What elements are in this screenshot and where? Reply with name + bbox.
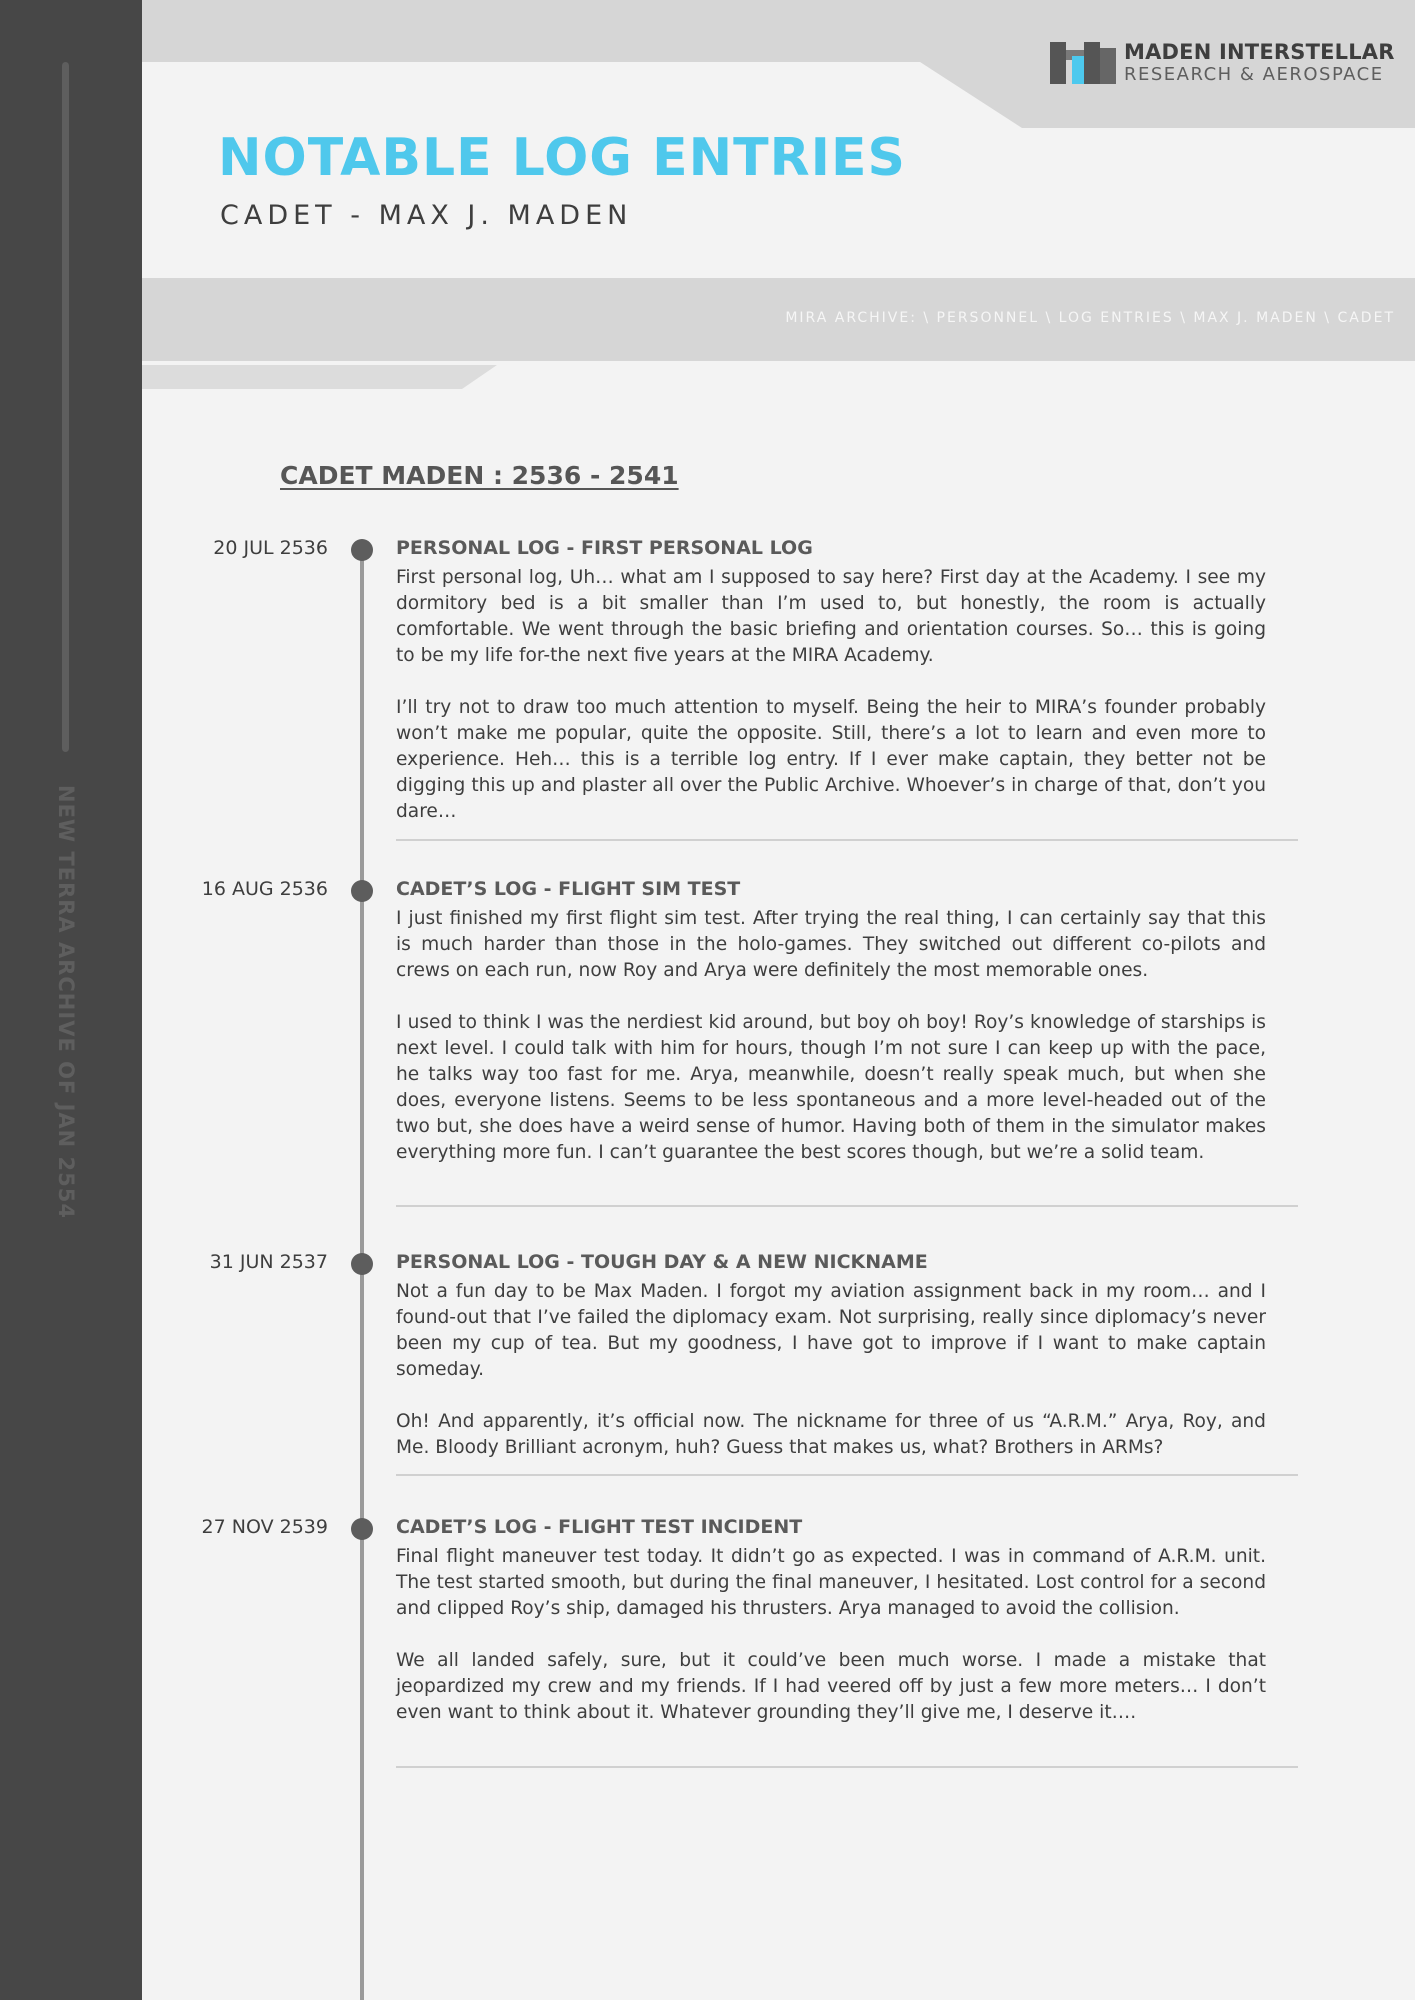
timeline-dot [351,1518,373,1540]
entry-title: CADET’S LOG - FLIGHT TEST INCIDENT [396,1516,803,1538]
entry-date: 20 JUL 2536 [213,537,328,559]
entry-paragraph: I’ll try not to draw too much attention to myself. Being the heir to MIRA’s founder probably won’t make me popular, quite the opposite. Still, there’s a lot to learn and even more to experience. Heh… this is a terrible log entry. If I ever make captain, they better not be digging this up and plaster all over the Public Archive. Whoever’s in charge of that, don’t you dare… [396,697,1266,822]
entry-paragraph: I just finished my first flight sim test. After trying the real thing, I can certainly say that this is much harder than those in the holo-games. They switched out different co-pilots and crews on each run, now Roy and Arya were definitely the most memorable ones. [396,908,1266,981]
entry-body [396,1544,1266,1726]
entry-divider [396,1766,1298,1768]
entry-title: CADET’S LOG - FLIGHT SIM TEST [396,878,741,900]
breadcrumb: MIRA ARCHIVE: \ PERSONNEL \ LOG ENTRIES \ MAX J. MADEN \ CADET [785,310,1395,326]
timeline-dot [351,1253,373,1275]
page-title: NOTABLE LOG ENTRIES [218,128,906,188]
brand-name: MADEN INTERSTELLAR [1124,40,1395,64]
entry-date: 31 JUN 2537 [209,1251,328,1273]
sidebar-rule [62,62,69,752]
brand-logo [1050,42,1395,84]
entry-date: 16 AUG 2536 [201,878,328,900]
sidebar [0,0,142,2000]
entry-paragraph: Final flight maneuver test today. It didn’t go as expected. I was in command of A.R.M. unit. The test started smooth, but during the final maneuver, I hesitated. Lost control for a second and clipped Roy’s ship, damaged his thrusters. Arya managed to avoid the collision. [396,1546,1266,1619]
entry-paragraph: Not a fun day to be Max Maden. I forgot my aviation assignment back in my room… and I found-out that I’ve failed the diplomacy exam. Not surprising, really since diplomacy’s never been my cup of tea. But my goodness, I have got to improve if I want to make captain someday. [396,1281,1266,1380]
timeline-dot [351,539,373,561]
timeline-dot [351,880,373,902]
brand-subtitle: RESEARCH & AEROSPACE [1124,64,1384,85]
entry-paragraph: Oh! And apparently, it’s official now. The nickname for three of us “A.R.M.” Arya, Roy, and Me. Bloody Brilliant acronym, huh? Guess that makes us, what? Brothers in ARMs? [396,1411,1266,1458]
sidebar-archive-label: NEW TERRA ARCHIVE OF JAN 2554 [54,785,78,1220]
entry-body [396,1279,1266,1461]
brand-mark-icon [1050,42,1116,84]
entry-body [396,906,1266,1166]
entry-divider [396,1474,1298,1476]
entry-divider [396,1205,1298,1207]
page-subtitle: CADET - MAX J. MADEN [220,200,633,231]
breadcrumb-band [142,278,1415,361]
entry-paragraph: We all landed safely, sure, but it could’ve been much worse. I made a mistake that jeopardized my crew and my friends. If I had veered off by just a few more meters… I don’t even want to think about it. Whatever grounding they’ll give me, I deserve it…. [396,1650,1266,1723]
entry-title: PERSONAL LOG - FIRST PERSONAL LOG [396,537,813,559]
entry-paragraph: I used to think I was the nerdiest kid around, but boy oh boy! Roy’s knowledge of starships is next level. I could talk with him for hours, though I’m not sure I can keep up with the pace, he talks way too fast for me. Arya, meanwhile, doesn’t really speak much, but when she does, everyone listens. Seems to be less spontaneous and a more level-headed out of the two but, she does have a weird sense of humor. Having both of them in the simulator makes everything more fun. I can’t guarantee the best scores though, but we’re a solid team. [396,1012,1266,1163]
entry-paragraph: First personal log, Uh… what am I supposed to say here? First day at the Academy. I see my dormitory bed is a bit smaller than I’m used to, but honestly, the room is actually comfortable. We went through the basic briefing and orientation courses. So… this is going to be my life for-the next five years at the MIRA Academy. [396,567,1266,666]
entry-body [396,565,1266,825]
entry-title: PERSONAL LOG - TOUGH DAY & A NEW NICKNAME [396,1251,928,1273]
section-heading: CADET MADEN : 2536 - 2541 [280,461,679,490]
entry-date: 27 NOV 2539 [201,1516,328,1538]
entry-divider [396,839,1298,841]
